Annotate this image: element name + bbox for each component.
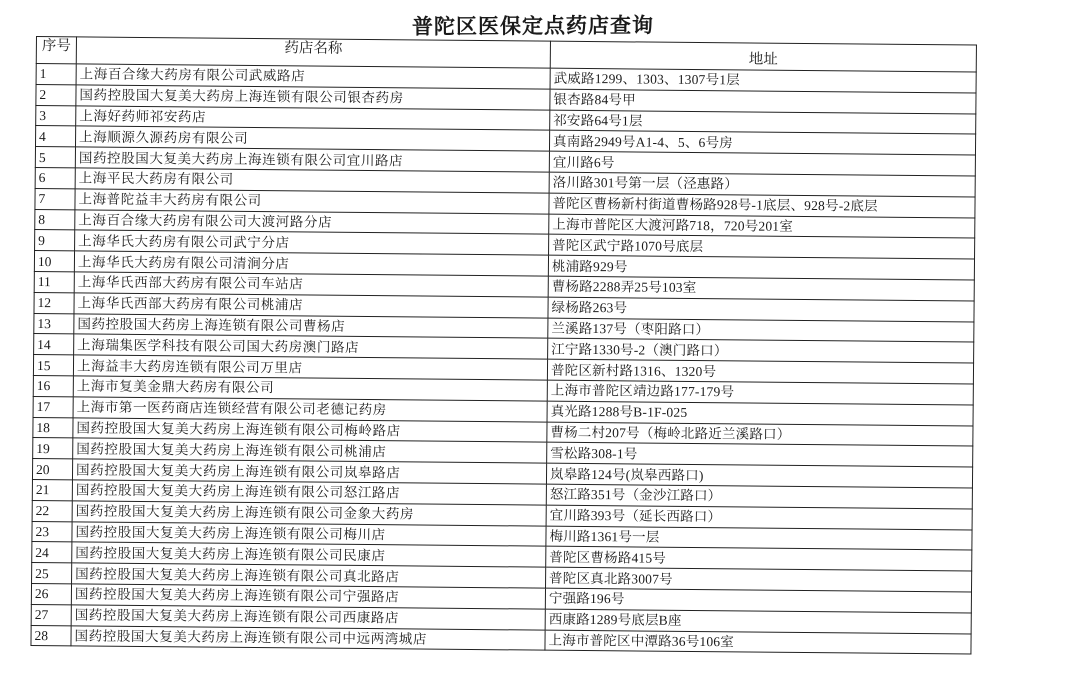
row-index: 23 — [32, 521, 72, 542]
pharmacy-address: 祁安路64号1层 — [550, 110, 976, 135]
row-index: 7 — [35, 188, 75, 209]
pharmacy-name: 国药控股国大复美大药房上海连锁有限公司岚皋路店 — [72, 459, 546, 484]
row-index: 21 — [32, 479, 72, 500]
pharmacy-address: 真南路2949号A1-4、5、6号房 — [549, 131, 975, 156]
pharmacy-name: 国药控股国大复美大药房上海连锁有限公司真北路店 — [72, 563, 546, 588]
row-index: 6 — [35, 167, 75, 188]
pharmacy-name: 国药控股国大复美大药房上海连锁有限公司宁强路店 — [71, 584, 545, 609]
pharmacy-name: 上海百合缘大药房有限公司大渡河路分店 — [75, 209, 549, 234]
row-index: 27 — [31, 604, 71, 625]
pharmacy-name: 上海益丰大药房连锁有限公司万里店 — [73, 355, 547, 380]
row-index: 17 — [33, 396, 73, 417]
row-index: 13 — [34, 313, 74, 334]
row-index: 4 — [35, 126, 75, 147]
header-pharmacy-name: 药店名称 — [76, 37, 550, 68]
pharmacy-address: 宜川路6号 — [549, 151, 975, 176]
pharmacy-address: 曹杨二村207号（梅岭北路近兰溪路口） — [547, 422, 973, 447]
row-index: 26 — [31, 583, 71, 604]
pharmacy-address: 武威路1299、1303、1307号1层 — [550, 68, 976, 93]
row-index: 22 — [32, 500, 72, 521]
pharmacy-name: 上海瑞集医学科技有限公司国大药房澳门路店 — [74, 334, 548, 359]
pharmacy-name: 国药控股国大复美大药房上海连锁有限公司梅岭路店 — [73, 417, 547, 442]
row-index: 28 — [31, 625, 71, 646]
row-index: 19 — [33, 438, 73, 459]
pharmacy-address: 岚皋路124号(岚皋西路口) — [546, 463, 972, 488]
pharmacy-name: 国药控股国大复美大药房上海连锁有限公司中远两湾城店 — [71, 625, 545, 650]
row-index: 12 — [34, 292, 74, 313]
row-index: 5 — [35, 147, 75, 168]
pharmacy-name: 上海华氏大药房有限公司清涧分店 — [74, 251, 548, 276]
document-title: 普陀区医保定点药店查询 — [411, 13, 655, 39]
pharmacy-name: 国药控股国大复美大药房上海连锁有限公司西康路店 — [71, 605, 545, 630]
row-index: 24 — [32, 542, 72, 563]
header-index: 序号 — [36, 37, 76, 64]
pharmacy-address: 宁强路196号 — [545, 588, 971, 613]
pharmacy-address: 江宁路1330号-2（澳门路口） — [548, 339, 974, 364]
row-index: 11 — [34, 271, 74, 292]
pharmacy-name: 国药控股国大复美大药房上海连锁有限公司宜川路店 — [75, 147, 549, 172]
pharmacy-address: 普陀区武宁路1070号底层 — [549, 235, 975, 260]
pharmacy-name: 上海平民大药房有限公司 — [75, 168, 549, 193]
pharmacy-table-container — [30, 36, 976, 655]
pharmacy-name: 国药控股国大复美大药房上海连锁有限公司民康店 — [72, 542, 546, 567]
row-index: 8 — [35, 209, 75, 230]
pharmacy-name: 国药控股国大复美大药房上海连锁有限公司银杏药房 — [76, 85, 550, 110]
pharmacy-name: 上海顺源久源药房有限公司 — [75, 126, 549, 151]
row-index: 16 — [33, 375, 73, 396]
pharmacy-address: 雪松路308-1号 — [547, 442, 973, 467]
pharmacy-name: 上海市复美金鼎大药房有限公司 — [73, 376, 547, 401]
pharmacy-name: 上海普陀益丰大药房有限公司 — [75, 189, 549, 214]
pharmacy-name: 国药控股国大复美大药房上海连锁有限公司金象大药房 — [72, 501, 546, 526]
row-index: 25 — [32, 563, 72, 584]
pharmacy-name: 上海好药师祁安药店 — [76, 105, 550, 130]
pharmacy-address: 兰溪路137号（枣阳路口） — [548, 318, 974, 343]
pharmacy-address: 洛川路301号第一层（泾惠路） — [549, 172, 975, 197]
pharmacy-address: 上海市普陀区靖边路177-179号 — [547, 380, 973, 405]
pharmacy-address: 曹杨路2288弄25号103室 — [548, 276, 974, 301]
pharmacy-address: 普陀区真北路3007号 — [546, 567, 972, 592]
row-index: 20 — [32, 459, 72, 480]
pharmacy-table — [30, 36, 977, 655]
header-address: 地址 — [550, 41, 976, 72]
row-index: 3 — [36, 105, 76, 126]
pharmacy-address: 西康路1289号底层B座 — [545, 609, 971, 634]
pharmacy-address: 普陀区曹杨新村街道曹杨路928号-1底层、928号-2底层 — [549, 193, 975, 218]
pharmacy-address: 绿杨路263号 — [548, 297, 974, 322]
pharmacy-name: 上海市第一医药商店连锁经营有限公司老德记药房 — [73, 397, 547, 422]
pharmacy-name: 国药控股国大药房上海连锁有限公司曹杨店 — [74, 313, 548, 338]
pharmacy-address: 真光路1288号B-1F-025 — [547, 401, 973, 426]
pharmacy-address: 宜川路393号（延长西路口） — [546, 505, 972, 530]
pharmacy-address: 银杏路84号甲 — [550, 89, 976, 114]
pharmacy-address: 普陀区曹杨路415号 — [546, 546, 972, 571]
pharmacy-address: 普陀区新村路1316、1320号 — [547, 359, 973, 384]
row-index: 10 — [34, 251, 74, 272]
pharmacy-name: 上海百合缘大药房有限公司武威路店 — [76, 64, 550, 89]
pharmacy-address: 上海市普陀区中潭路36号106室 — [545, 630, 971, 655]
row-index: 2 — [36, 84, 76, 105]
pharmacy-name: 国药控股国大复美大药房上海连锁有限公司桃浦店 — [73, 438, 547, 463]
pharmacy-address: 梅川路1361号一层 — [546, 526, 972, 551]
pharmacy-name: 上海华氏西部大药房有限公司桃浦店 — [74, 293, 548, 318]
row-index: 9 — [35, 230, 75, 251]
pharmacy-name: 上海华氏西部大药房有限公司车站店 — [74, 272, 548, 297]
row-index: 18 — [33, 417, 73, 438]
row-index: 15 — [33, 355, 73, 376]
table-body — [31, 64, 976, 655]
pharmacy-address: 桃浦路929号 — [548, 255, 974, 280]
pharmacy-address: 怒江路351号（金沙江路口） — [546, 484, 972, 509]
pharmacy-name: 上海华氏大药房有限公司武宁分店 — [75, 230, 549, 255]
row-index: 14 — [34, 334, 74, 355]
pharmacy-name: 国药控股国大复美大药房上海连锁有限公司怒江路店 — [72, 480, 546, 505]
pharmacy-address: 上海市普陀区大渡河路718，720号201室 — [549, 214, 975, 239]
pharmacy-name: 国药控股国大复美大药房上海连锁有限公司梅川店 — [72, 521, 546, 546]
row-index: 1 — [36, 64, 76, 85]
